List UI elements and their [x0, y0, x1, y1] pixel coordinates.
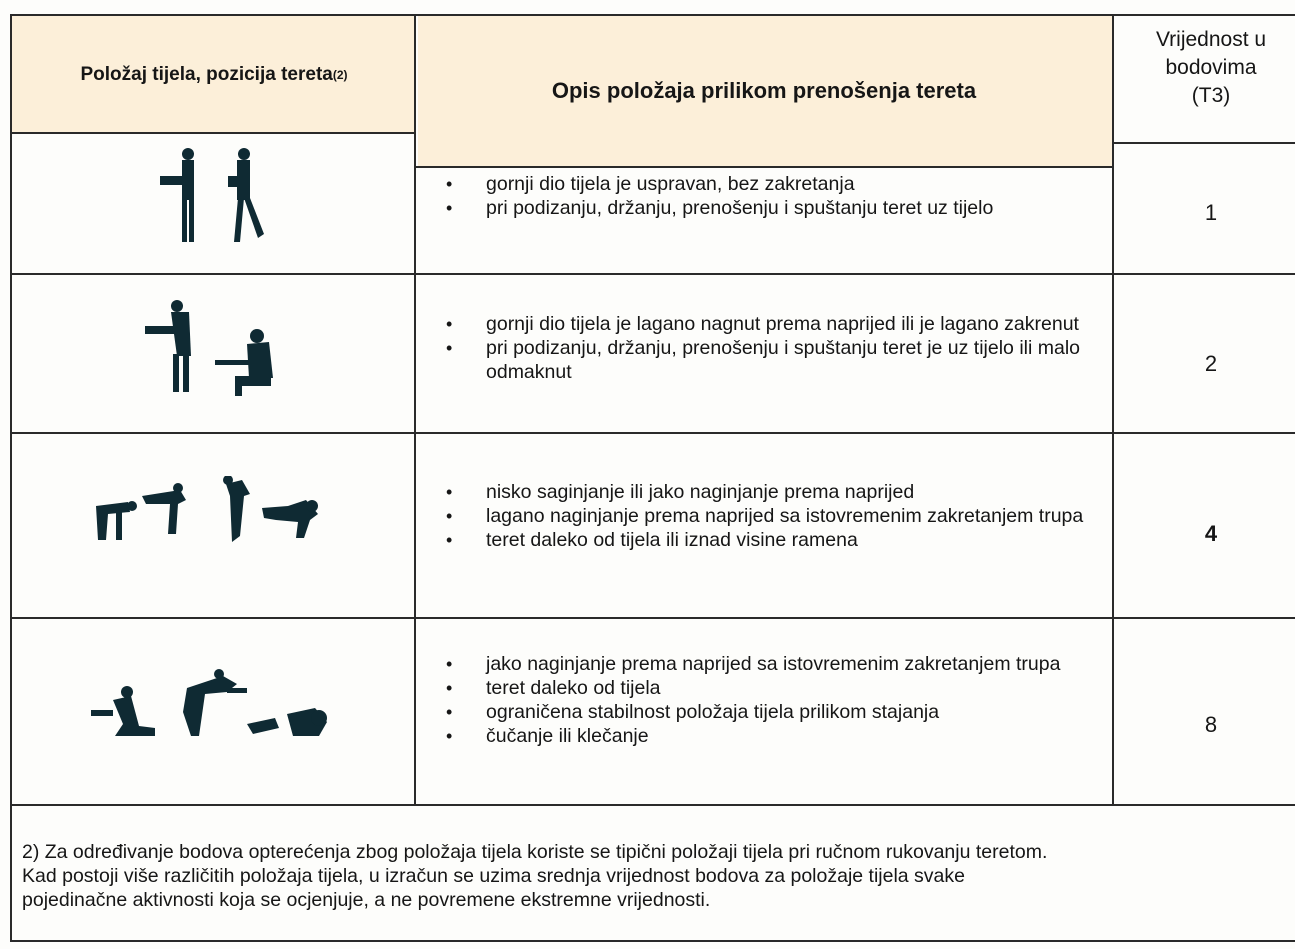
column-divider: [1112, 16, 1114, 806]
description-list-row-3: [438, 480, 1088, 552]
score-value-row-1: 1: [1204, 200, 1218, 225]
description-bullet: • pri podizanju, držanju, prenošenju i spuštanju teret je uz tijelo ili malo odmaknut: [438, 336, 1088, 384]
header-description-label: Opis položaja prilikom prenošenja tereta: [551, 78, 977, 103]
description-bullet: • pri podizanju, držanju, prenošenju i spuštanju teret uz tijelo: [438, 196, 1088, 220]
description-bullet: • nisko saginjanje ili jako naginjanje prema naprijed: [438, 480, 1088, 504]
description-bullet: • ograničena stabilnost položaja tijela prilikom stajanja: [438, 700, 1088, 724]
header-posture-label: Položaj tijela, pozicija tereta (2): [80, 64, 348, 85]
score-value-row-3: 4: [1204, 521, 1218, 546]
row-divider: [12, 804, 1295, 806]
header-score-label: Vrijednost u bodovima (T3): [1155, 28, 1267, 107]
description-bullet: • gornji dio tijela je uspravan, bez zakretanja: [438, 172, 1088, 196]
posture-table: [10, 14, 1295, 942]
footnote-line: 2) Za određivanje bodova opterećenja zbog položaja tijela koriste se tipični položaji tijela pri ručnom rukovanju teretom.: [22, 841, 1048, 863]
extreme-posture-figures: [87, 666, 347, 746]
column-divider: [414, 16, 416, 806]
description-list-row-1: [438, 172, 1088, 220]
description-bullet: • čučanje ili klečanje: [438, 724, 1088, 748]
upright-posture-figures: [152, 146, 272, 251]
row-divider: [12, 273, 1295, 275]
row-divider: [1114, 142, 1295, 144]
score-value-row-4: 8: [1204, 712, 1218, 737]
score-value-row-2: 2: [1204, 351, 1218, 376]
footnote: [22, 840, 1292, 912]
description-bullet: • teret daleko od tijela ili iznad visine ramena: [438, 528, 1088, 552]
description-bullet: • lagano naginjanje prema naprijed sa istovremenim zakretanjem trupa: [438, 504, 1088, 528]
bending-posture-figures: [92, 476, 342, 556]
description-list-row-4: [438, 652, 1088, 748]
row-divider: [12, 432, 1295, 434]
description-bullet: • gornji dio tijela je lagano nagnut prema naprijed ili je lagano zakrenut: [438, 312, 1088, 336]
description-bullet: • jako naginjanje prema naprijed sa istovremenim zakretanjem trupa: [438, 652, 1088, 676]
row-divider: [12, 617, 1295, 619]
footnote-line: Kad postoji više različitih položaja tijela, u izračun se uzima srednja vrijednost bodova za položaje tijela svake: [22, 865, 965, 887]
footnote-line: pojedinačne aktivnosti koja se ocjenjuje, a ne povremene ekstremne vrijednosti.: [22, 889, 711, 911]
description-bullet: • teret daleko od tijela: [438, 676, 1088, 700]
slightly-bent-posture-figures: [137, 298, 297, 398]
description-list-row-2: [438, 312, 1088, 384]
row-divider: [416, 166, 1112, 168]
